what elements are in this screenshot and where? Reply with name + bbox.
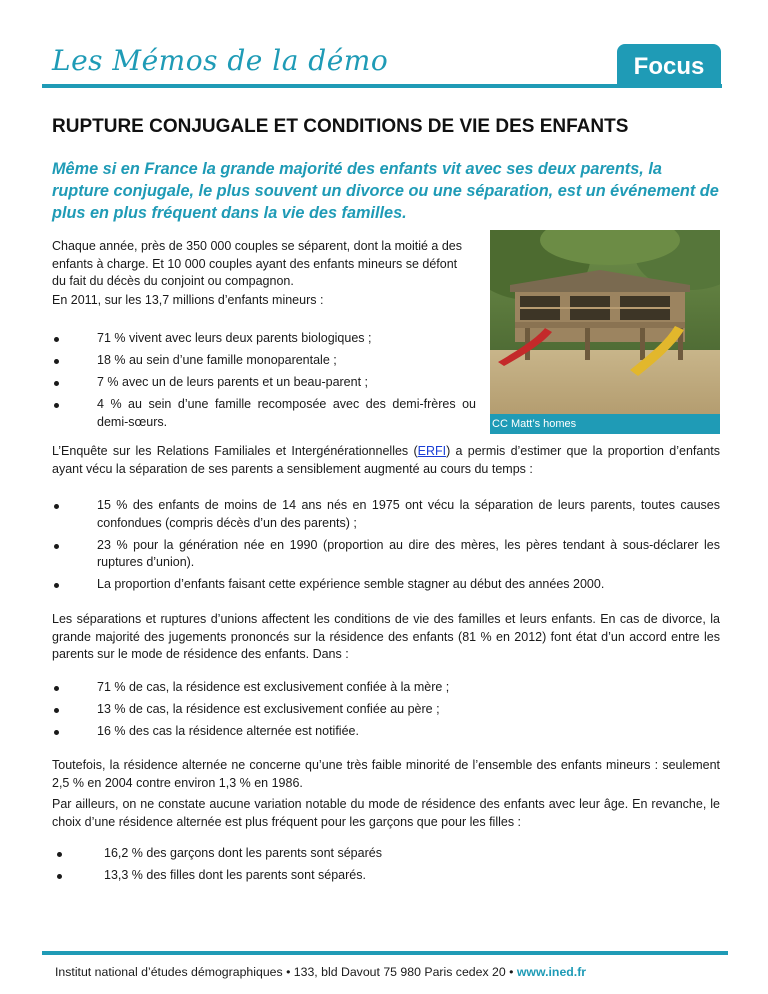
header-divider [42, 84, 722, 88]
gender-paragraph: Par ailleurs, on ne constate aucune variation notable du mode de résidence des enfants avec leur âge. En revanche, le choix d’une résidence alternée est plus fréquent pour les garçons que pour les filles : [52, 797, 720, 829]
footer-divider [42, 951, 728, 955]
playground-photo [490, 230, 720, 434]
erfi-link[interactable]: ERFI [417, 444, 447, 458]
erfi-paragraph: L’Enquête sur les Relations Familiales et Intergénérationnelles (ERFI) a permis d’estimer que la proportion d’enfants ayant vécu la séparation de ses parents a sensiblement augmenté au cours du temps : [52, 444, 720, 476]
bullet-icon [54, 403, 59, 408]
stats-intro: En 2011, sur les 13,7 millions d’enfants mineurs : [52, 293, 324, 307]
residence-list [97, 679, 720, 741]
series-title: Les Mémos de la démo [52, 44, 389, 77]
list-item: 15 % des enfants de moins de 14 ans nés en 1975 ont vécu la séparation de leurs parents, toutes causes confondues (compris décès d’un des parents) ; [97, 497, 720, 532]
list-item: 13 % de cas, la résidence est exclusivement confiée au père ; [97, 701, 720, 719]
bullet-icon [57, 852, 62, 857]
article-lead: Même si en France la grande majorité des enfants vit avec ses deux parents, la rupture conjugale, le plus souvent un divorce ou une séparation, est un événement de plus en plus fréquent dans la vie des familles. [52, 160, 719, 222]
bullet-icon [57, 874, 62, 879]
intro-line: enfants à charge. Et 10 000 couples ayant des enfants mineurs se défont [52, 256, 458, 271]
bullet-icon [54, 730, 59, 735]
list-item: 16 % des cas la résidence alternée est notifiée. [97, 723, 720, 741]
list-item: 18 % au sein d’une famille monoparentale ; [97, 352, 476, 370]
list-item: 23 % pour la génération née en 1990 (proportion au dire des mères, les pères tendant à sous-déclarer les ruptures d’union). [97, 537, 720, 572]
photo-image [490, 230, 720, 414]
bullet-icon [54, 381, 59, 386]
list-item: 7 % avec un de leurs parents et un beau-parent ; [97, 374, 476, 392]
divorce-paragraph: Les séparations et ruptures d’unions affectent les conditions de vie des familles et leurs enfants. En cas de divorce, la grande majorité des jugements prononcés sur la résidence des enfants (81 % en 2012) font état d’un accord entre les parents sur le mode de résidence des enfants. Dans : [52, 612, 720, 661]
intro-line: Chaque année, près de 350 000 couples se séparent, dont la moitié a des [52, 239, 463, 253]
intro-paragraph [52, 238, 462, 291]
alternate-residence-paragraph: Toutefois, la résidence alternée ne concerne qu’une très faible minorité de l’ensemble des enfants mineurs : seulement 2,5 % en 2004 contre environ 1,3 % en 1986. [52, 758, 720, 790]
bullet-icon [54, 359, 59, 364]
article-title: RUPTURE CONJUGALE ET CONDITIONS DE VIE DES ENFANTS [52, 116, 629, 137]
list-item: 71 % de cas, la résidence est exclusivement confiée à la mère ; [97, 679, 720, 697]
focus-tab: Focus [617, 44, 721, 86]
list-item: 13,3 % des filles dont les parents sont séparés. [104, 867, 704, 885]
list-item: 16,2 % des garçons dont les parents sont séparés [104, 845, 704, 863]
separation-stats-list [97, 497, 720, 594]
list-item: 4 % au sein d’une famille recomposée avec des demi-frères ou demi-sœurs. [97, 396, 476, 431]
bullet-icon [54, 337, 59, 342]
footer-website-link[interactable]: www.ined.fr [516, 965, 587, 979]
bullet-icon [54, 504, 59, 509]
bullet-icon [54, 583, 59, 588]
children-living-list [97, 330, 476, 431]
photo-caption: CC Matt’s homes [490, 414, 720, 434]
bullet-icon [54, 708, 59, 713]
bullet-icon [54, 686, 59, 691]
list-item: La proportion d’enfants faisant cette expérience semble stagner au début des années 2000. [97, 576, 720, 594]
footer: Institut national d’études démographiques • 133, bld Davout 75 980 Paris cedex 20 • www.ined.fr [55, 965, 587, 979]
intro-line: du fait du décès du conjoint ou compagnon. [52, 274, 294, 288]
list-item: 71 % vivent avec leurs deux parents biologiques ; [97, 330, 476, 348]
bullet-icon [54, 544, 59, 549]
gender-list [104, 845, 704, 885]
